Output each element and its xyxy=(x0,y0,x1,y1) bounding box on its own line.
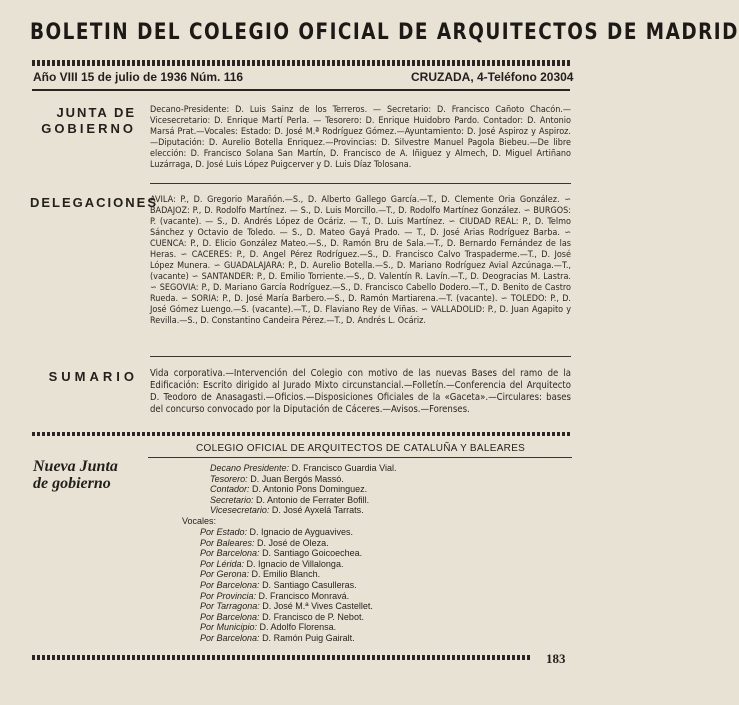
vocal-name: D. José M.ª Vives Castellet. xyxy=(262,601,373,612)
junta-paragraph: Decano-Presidente: D. Luis Sainz de los Terreros. — Secretario: D. Francisco Cañoto Chacón.—Vicesecretario: D. Enrique Martí Perla. — Tesorero: D. Enrique Huidobro Pardo. Contador: D. Antonio Marsá Prat.—Vocales: Estado: D. José M.ª Rodríguez Gómez.—Ayuntamiento: D. José Aspiroz y Aspiroz.—Diputación: D. Aurelio Botella Enriquez.—Provincias: D. Silvestre Manuel Pagola Biebeu.—De libre elección: D. Francisco Solana San Martín, D. Francisco de A. Iñiguez y Almech, D. Miguel Artiñano Luzárraga, D. José Luis López Puigcerver y D. Luis Díaz Tolosana. xyxy=(150,105,571,170)
vocales-label: Vocales: xyxy=(182,516,217,526)
page-number: 183 xyxy=(546,651,566,666)
nueva-junta-line1: Nueva Junta xyxy=(33,458,118,475)
vocal-row xyxy=(200,580,373,591)
vocal-name: D. Adolfo Florensa. xyxy=(259,622,337,633)
officer-role: Secretario: xyxy=(210,494,254,505)
officer-name: D. Juan Bergós Massó. xyxy=(250,473,344,484)
header-rule xyxy=(32,89,570,91)
nueva-junta-line2: de gobierno xyxy=(33,475,111,492)
sumario-label: SUMARIO xyxy=(48,369,138,384)
masthead-title: BOLETIN DEL COLEGIO OFICIAL DE ARQUITECTOS DE MADRID xyxy=(30,20,739,45)
vocal-name: D. Ignacio de Ayguavives. xyxy=(249,527,353,537)
junta-label-line1: JUNTA DE xyxy=(56,105,136,120)
junta-label-line2: GOBIERNO xyxy=(41,121,136,136)
vocal-row xyxy=(200,527,373,538)
vocal-role: Por Baleares: xyxy=(200,537,255,548)
vocal-role: Por Estado: xyxy=(200,527,248,537)
officer-row xyxy=(210,474,396,485)
officer-role: Vicesecretario: xyxy=(210,505,270,516)
vocal-row xyxy=(200,633,373,644)
vocal-row xyxy=(200,591,373,602)
officer-name: D. José Ayxelá Tarrats. xyxy=(271,505,364,516)
vocal-role: Por Barcelona: xyxy=(200,579,260,590)
vocal-role: Por Barcelona: xyxy=(200,548,260,559)
vocal-row xyxy=(200,601,373,612)
officer-row xyxy=(210,484,396,495)
vocal-name: D. Emilio Blanch. xyxy=(251,569,321,580)
officer-row xyxy=(210,463,396,474)
delegaciones-paragraph: AVILA: P., D. Gregorio Marañón.—S., D. Alberto Gallego García.—T., D. Clemente Oria González. ∽ BADAJOZ: P., D. Rodolfo Martínez. — S., D. Luis Morcillo.—T., D. Rodolfo Martínez González. ∽ BURGOS: P. (vacante). — S., D. Andrés López de Ocáriz. — T., D. Luis Martínez. ∽ CIUDAD REAL: P., D. Telmo Sánchez y Octavio de Toledo. — S., D. Mateo Gayá Prado. — T., D. José Arias Rodríguez Barba. ∽ CUENCA: P., D. Elicio González Mateo.—S., D. Ramón Bru de Sala.—T., D. Bernardo Fernández de las Heras. ∽ CACERES: P., D. Angel Pérez Rodríguez.—S., D. Francisco Calvo Traspaderme.—T., D. José López Munera. ∽ GUADALAJARA: P., D. Aurelio Botella.—S., D. Mariano Rodríguez Avial Azcúnaga.—T., (vacante) ∽ SANTANDER: P., D. Emilio Torriente.—S., D. Valentín R. Lavín.—T., D. Deogracias M. Lastra. ∽ SEGOVIA: P., D. Mariano García Rodríguez.—S., D. Francisco Cabello Dodero.—T., D. Benito de Castro Rueda. ∽ SORIA: P., D. José María Barbero.—S., D. Ramón Martiarena.—T. (vacante). ∽ TOLEDO: P., D. José Gómez Luengo.—S. (vacante).—T., D. Flaviano Rey de Viñas. ∽ VALLADOLID: P., D. Juan Agapito y Revilla.—S., D. Constantino Candeira Pérez.—T., D. Andrés L. Ocáriz. xyxy=(150,195,571,326)
vocal-name: D. Francisco de P. Nebot. xyxy=(262,611,364,622)
issue-info: Año VIII 15 de julio de 1936 Núm. 116 xyxy=(33,70,244,84)
junta-label xyxy=(34,105,136,137)
delegaciones-divider xyxy=(150,356,571,357)
vocales-list xyxy=(200,527,373,644)
vocal-name: D. Ignacio de Villalonga. xyxy=(246,558,344,569)
vocal-row xyxy=(200,548,373,559)
contact-info: CRUZADA, 4-Teléfono 20304 xyxy=(411,70,574,84)
vocal-role: Por Provincia: xyxy=(200,590,257,601)
vocal-name: D. Santiago Goicoechea. xyxy=(262,548,363,559)
officer-name: D. Antonio de Ferrater Bofill. xyxy=(256,494,370,505)
officer-role: Tesorero: xyxy=(210,473,248,484)
vocal-role: Por Municipio: xyxy=(200,622,258,633)
vocal-role: Por Gerona: xyxy=(200,569,250,580)
sumario-text: Vida corporativa.—Intervención del Colegio con motivo de las nuevas Bases del ramo de la Edificación: Escrito dirigido al Jurado Mixto circunstancial.—Folletín.—Conferencia del Arquitecto D. Teodoro de Anasagasti.—Oficios.—Disposiciones Oficiales de la «Gaceta».—Circulares: bases del concurso convocado por la Diputación de Cáceres.—Avisos.—Forenses. xyxy=(150,368,571,415)
college-title: COLEGIO OFICIAL DE ARQUITECTOS DE CATALUÑA Y BALEARES xyxy=(196,443,526,454)
officer-name: D. Antonio Pons Dominguez. xyxy=(252,484,368,495)
masthead-rule xyxy=(32,60,570,66)
vocal-role: Por Barcelona: xyxy=(200,611,260,622)
vocal-name: D. Ramón Puig Gairalt. xyxy=(262,632,355,643)
vocal-name: D. José de Oleza. xyxy=(257,537,329,548)
vocal-role: Por Lérida: xyxy=(200,558,245,569)
vocal-role: Por Barcelona: xyxy=(200,632,260,643)
officer-row xyxy=(210,495,396,506)
officer-row xyxy=(210,505,396,516)
officer-role: Decano Presidente: xyxy=(210,463,290,473)
vocal-row xyxy=(200,612,373,623)
delegaciones-label: DELEGACIONES xyxy=(30,195,159,210)
vocal-role: Por Tarragona: xyxy=(200,601,260,612)
footer-rule xyxy=(32,655,532,660)
officers-list xyxy=(210,463,396,516)
vocal-row xyxy=(200,569,373,580)
vocal-name: D. Santiago Casulleras. xyxy=(262,579,357,590)
junta-divider xyxy=(150,183,571,184)
nueva-junta-label xyxy=(33,458,137,492)
officer-name: D. Francisco Guardia Vial. xyxy=(291,463,397,473)
sumario-rule xyxy=(32,432,570,436)
vocal-row xyxy=(200,538,373,549)
college-title-rule xyxy=(148,457,572,458)
vocal-name: D. Francisco Monravá. xyxy=(258,590,350,601)
delegaciones-text xyxy=(150,195,571,327)
officer-role: Contador: xyxy=(210,484,250,495)
vocal-row xyxy=(200,559,373,570)
vocal-row xyxy=(200,622,373,633)
junta-text xyxy=(150,105,571,171)
